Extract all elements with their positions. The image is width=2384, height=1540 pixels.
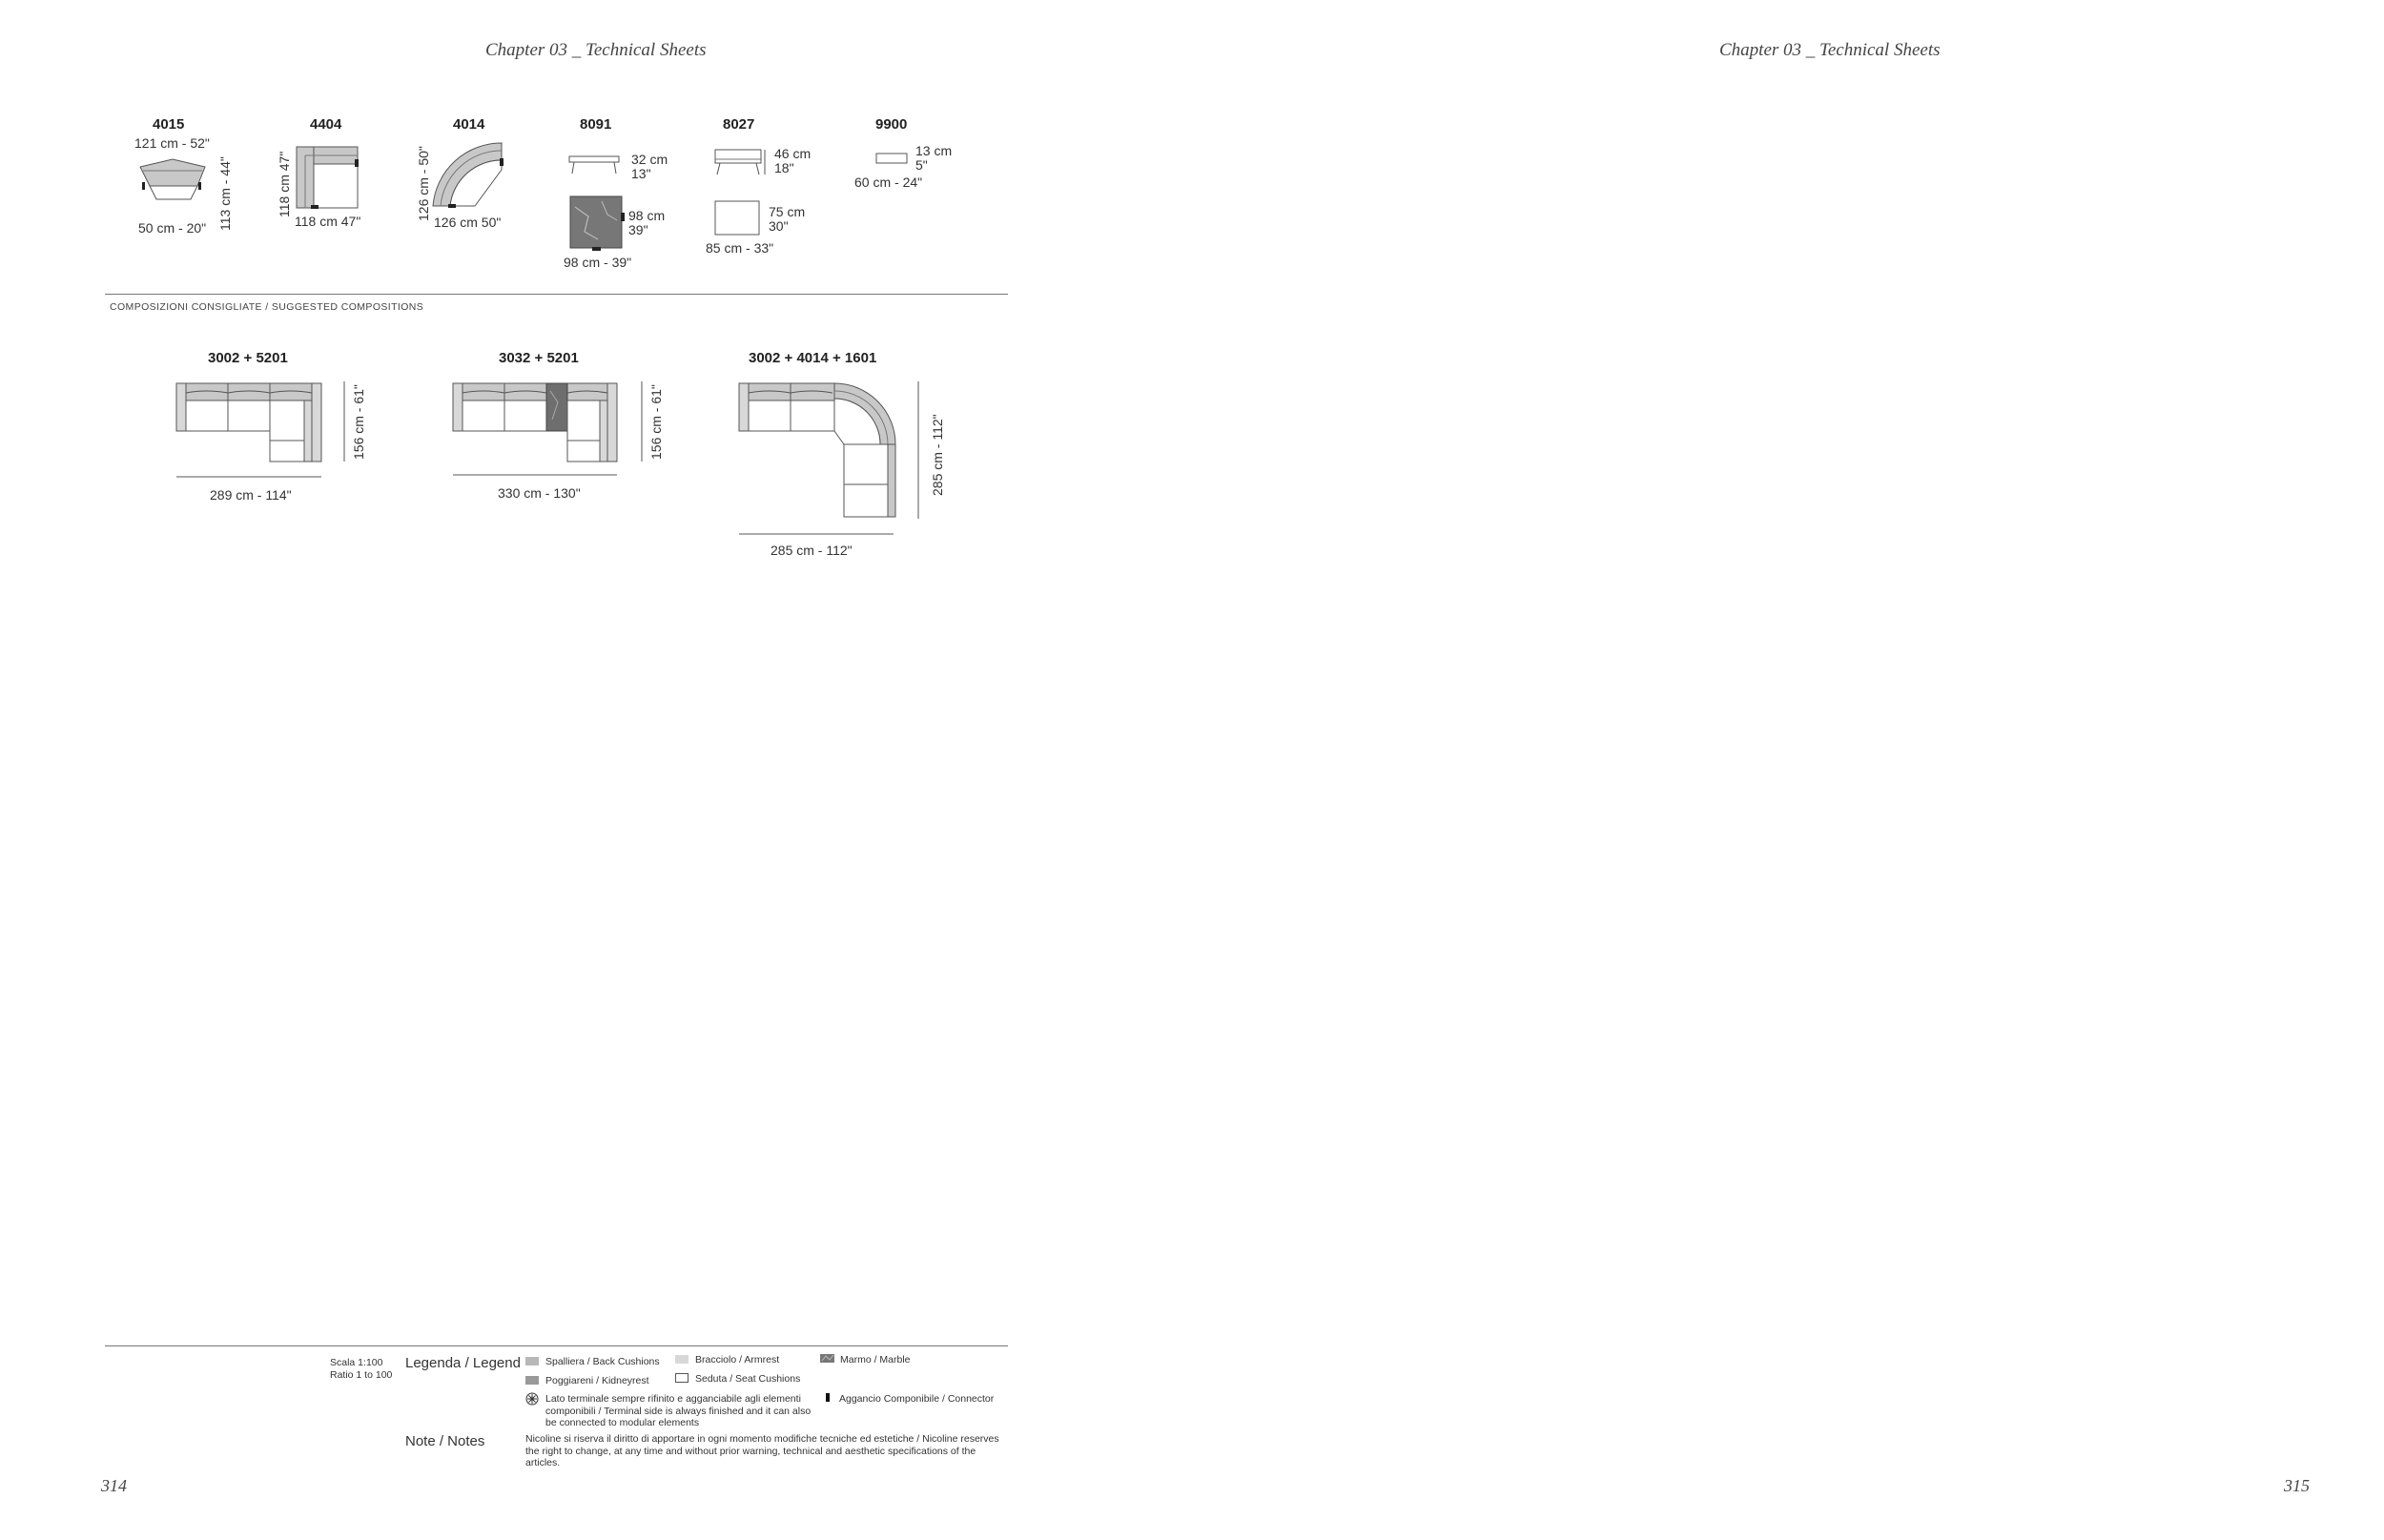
chapter-header-right: Chapter 03 _ Technical Sheets [1719, 40, 1941, 60]
marble-swatch [820, 1354, 835, 1364]
element-8091-side [568, 154, 621, 175]
composition-code-3: 3002 + 4014 + 1601 [749, 350, 877, 366]
element-4015-front: 50 cm - 20" [138, 220, 207, 236]
legend-title: Legenda / Legend [405, 1355, 521, 1371]
element-code-8027: 8027 [723, 116, 755, 133]
footer-divider [105, 1345, 1008, 1346]
element-8091-height: 32 cm [631, 152, 668, 167]
element-code-4015: 4015 [153, 116, 185, 133]
legend-kidney: Poggiareni / Kidneyrest [545, 1375, 649, 1386]
legend-connector: Aggancio Componibile / Connector [839, 1393, 995, 1405]
element-8027-side [714, 148, 766, 176]
element-9900-width: 60 cm - 24" [854, 175, 923, 190]
element-4014-depth: 126 cm - 50" [416, 146, 431, 221]
legend-terminal: Lato terminale sempre rifinito e agganciabile agli elementi componibili / Terminal side is always finished and it can also be connected to modular elements [545, 1393, 812, 1428]
composition-1-depth-line [343, 381, 347, 462]
section-divider [105, 294, 1008, 295]
element-4014-width: 126 cm 50" [434, 215, 502, 230]
element-8027-top [714, 200, 762, 236]
element-9900-drawing [875, 153, 909, 166]
notes-text: Nicoline si riserva il diritto di apportare in ogni momento modifiche tecniche ed estetiche / Nicoline reserves the right to change, at any time and without prior warning, technical and aesthetic specifications of the articles. [525, 1433, 999, 1468]
kidneyrest-swatch [525, 1376, 539, 1385]
composition-1-width: 289 cm - 114" [210, 487, 292, 503]
composition-2-drawing [451, 381, 623, 486]
page-number-right: 315 [2284, 1476, 2310, 1495]
element-8091-height-in: 13" [631, 166, 651, 181]
composition-3-width: 285 cm - 112" [771, 543, 853, 558]
element-4015-depth: 113 cm - 44" [217, 156, 233, 231]
legend-seat: Seduta / Seat Cushions [695, 1373, 801, 1385]
legend-armrest: Bracciolo / Armrest [695, 1354, 780, 1365]
element-code-4404: 4404 [310, 116, 342, 133]
element-4404-width: 118 cm 47" [295, 214, 361, 229]
element-4015-width: 121 cm - 52" [134, 135, 210, 151]
element-8027-depth: 75 cm [769, 204, 806, 219]
composition-2-depth: 156 cm - 61" [648, 384, 664, 460]
element-8027-width: 85 cm - 33" [706, 240, 774, 256]
chapter-header-left: Chapter 03 _ Technical Sheets [485, 40, 707, 60]
element-4015-drawing [138, 157, 205, 205]
element-code-4014: 4014 [453, 116, 485, 133]
notes-title: Note / Notes [405, 1433, 485, 1449]
element-4014-drawing [429, 141, 505, 210]
element-code-9900: 9900 [875, 116, 908, 133]
armrest-swatch [675, 1355, 688, 1364]
section-title: COMPOSIZIONI CONSIGLIATE / SUGGESTED COMPOSITIONS [110, 301, 424, 313]
element-4404-drawing [296, 146, 359, 209]
element-8027-depth-in: 30" [769, 218, 789, 234]
legend-marble: Marmo / Marble [840, 1354, 911, 1365]
terminal-side-icon [525, 1392, 539, 1406]
legend-back: Spalliera / Back Cushions [545, 1356, 660, 1367]
element-9900-height: 13 cm [915, 143, 953, 158]
composition-3-depth-line [917, 381, 921, 520]
composition-code-2: 3032 + 5201 [499, 350, 579, 366]
connector-icon [826, 1393, 830, 1402]
element-code-8091: 8091 [580, 116, 612, 133]
element-8091-depth: 98 cm [628, 208, 666, 223]
scale-label: Scala 1:100 [330, 1357, 383, 1368]
composition-2-depth-line [641, 381, 645, 462]
seat-cushion-swatch [675, 1373, 688, 1383]
ratio-label: Ratio 1 to 100 [330, 1369, 393, 1381]
composition-3-depth: 285 cm - 112" [930, 414, 945, 496]
element-8091-depth-in: 39" [628, 222, 648, 237]
composition-2-width: 330 cm - 130" [498, 485, 581, 501]
page-number-left: 314 [101, 1476, 127, 1495]
composition-1-drawing [175, 381, 327, 486]
element-8027-height-in: 18" [774, 160, 794, 175]
composition-code-1: 3002 + 5201 [208, 350, 288, 366]
back-cushion-swatch [525, 1357, 539, 1365]
element-8027-height: 46 cm [774, 146, 812, 161]
element-9900-height-in: 5" [915, 157, 928, 173]
element-4404-depth: 118 cm 47" [277, 151, 292, 217]
composition-3-drawing [737, 381, 899, 539]
composition-1-depth: 156 cm - 61" [351, 384, 366, 460]
element-8091-top [569, 195, 625, 251]
element-8091-width: 98 cm - 39" [564, 255, 632, 270]
